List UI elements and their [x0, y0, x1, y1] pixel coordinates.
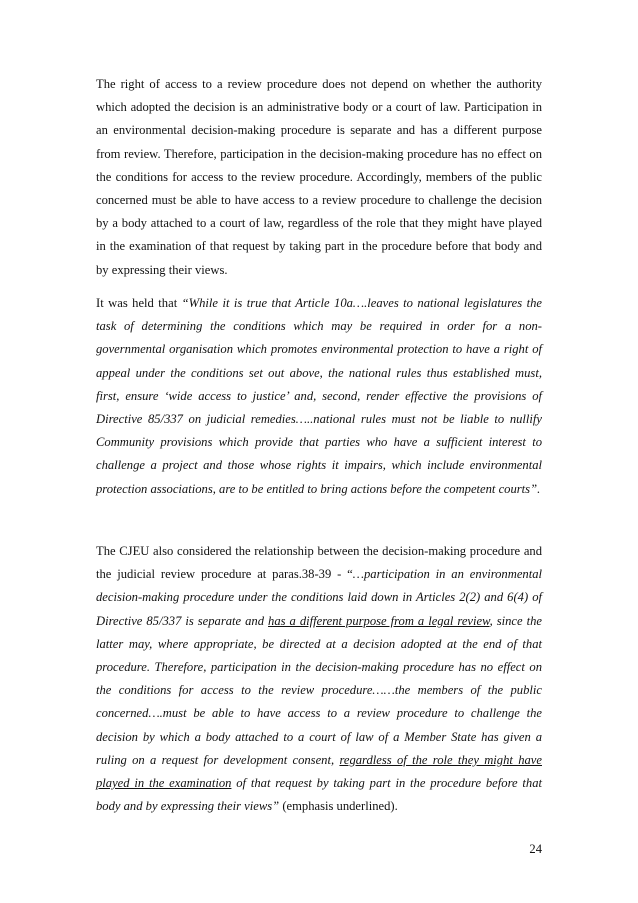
paragraph-held-quote: [96, 292, 542, 501]
underlined-emphasis-role: regardless of the role they might have played in the examination: [96, 752, 542, 791]
page-number: 24: [529, 842, 542, 856]
paragraph-cjeu-relationship: [96, 540, 542, 818]
quoted-judgment-text: , since the latter may, where appropriate, be directed at a decision adopted at the end of that procedure. Therefore, participation in the decision-making procedure has no effect on the conditions for access to the review procedure……the members of the public concerned….must be able to have access to a review procedure to challenge the decision by which a body attached to a court of law of a Member State has given a ruling on a request for development consent,: [96, 613, 542, 767]
emphasis-note: (emphasis underlined).: [279, 799, 398, 814]
quoted-judgment-text: of that request by taking part in the procedure before that body and by expressing their views”: [96, 776, 542, 814]
paragraph-intro-text: The CJEU also considered the relationship between the decision-making procedure and the judicial review procedure at paras.38-39 - “: [96, 544, 542, 582]
underlined-emphasis-purpose: has a different purpose from a legal review: [268, 613, 490, 628]
paragraph-intro-text: It was held that: [96, 296, 182, 310]
quoted-judgment-text: …participation in an environmental decision-making procedure under the conditions laid down in Articles 2(2) and 6(4) of Directive 85/337 is separate and: [96, 567, 543, 628]
quoted-judgment-text: “While it is true that Article 10a….leaves to national legislatures the task of determining the conditions which may be required in order for a non-governmental organisation which promotes environmental protection to have a right of appeal under the conditions set out above, the national rules thus established must, first, ensure ‘wide access to justice’ and, second, render effective the provisions of Directive 85/337 on judicial remedies…..national rules must not be liable to nullify Community provisions which provide that parties who have a sufficient interest to challenge a project and those whose rights it impairs, which include environmental protection associations, are to be entitled to bring actions before the competent courts”.: [96, 296, 542, 496]
paragraph-access-review: The right of access to a review procedure does not depend on whether the authority which adopted the decision is an administrative body or a court of law. Participation in an environmental decision-making procedure is separate and has a different purpose from review. Therefore, participation in the decision-making procedure has no effect on the conditions for access to the review procedure. Accordingly, members of the public concerned must be able to have access to a review procedure to challenge the decision by a body attached to a court of law, regardless of the role that they might have played in the examination of that request by taking part in the procedure before that body and by expressing their views.: [96, 77, 542, 277]
